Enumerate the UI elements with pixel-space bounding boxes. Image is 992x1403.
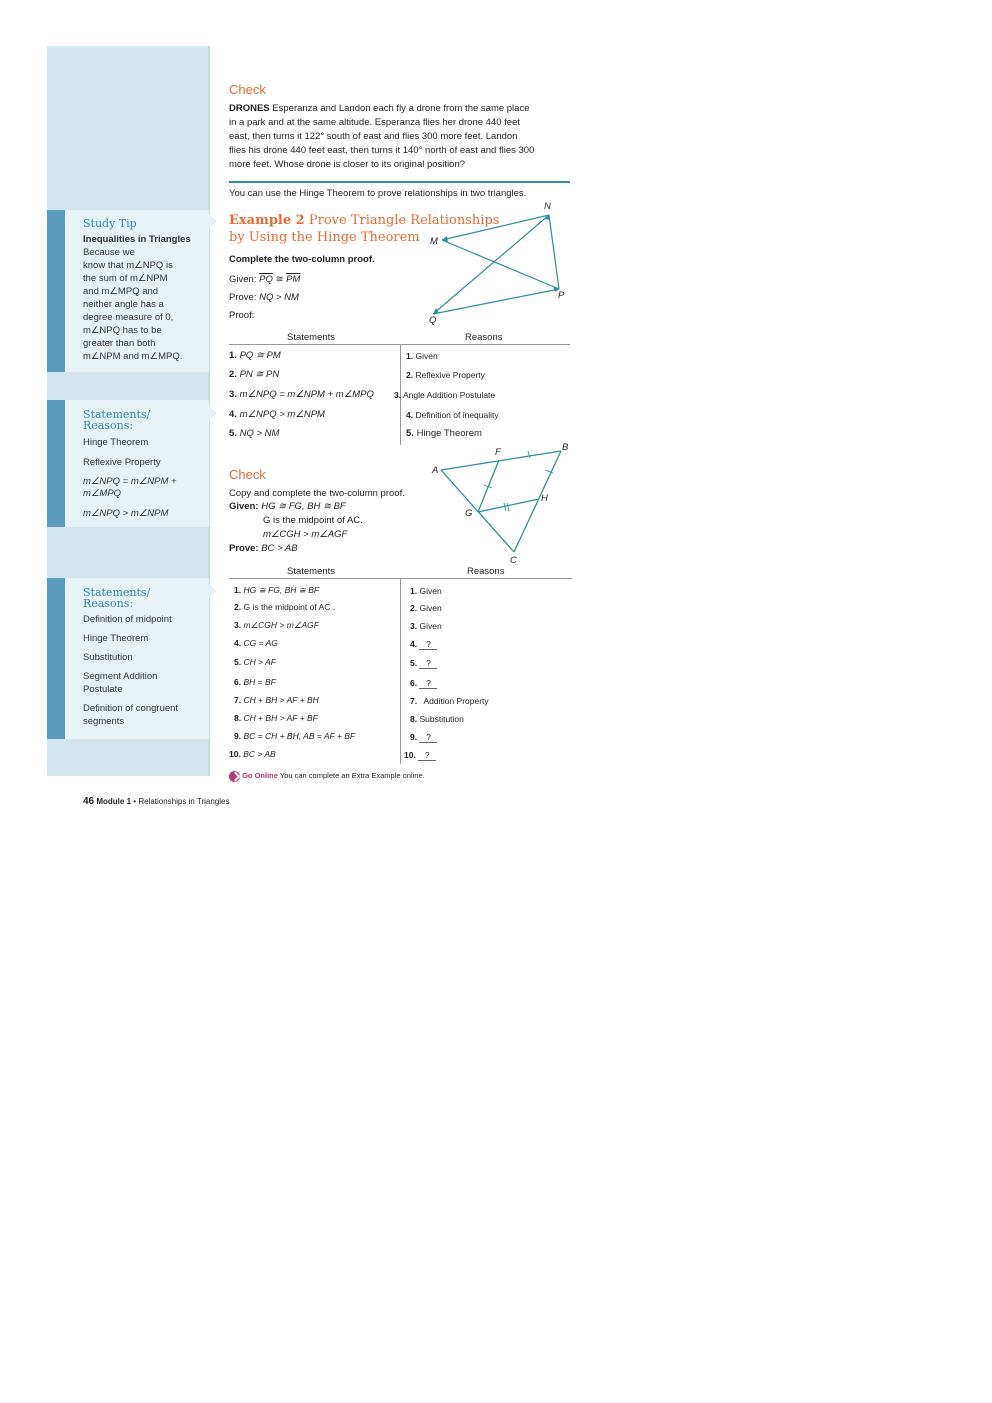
check-heading-2: Check: [229, 467, 266, 482]
check2-reason-3: 3. Given: [410, 621, 442, 631]
check2-col-statements: Statements: [287, 566, 336, 577]
check2-table-divider: [400, 579, 401, 764]
check2-instruction: Copy and complete the two-column proof.: [229, 488, 405, 499]
check2-reason-8: 8. Substitution: [410, 714, 464, 724]
check2-reason-4: 4. ?: [410, 639, 437, 650]
ex2-statement-2: 2. PN ≅ PN: [229, 369, 280, 380]
check2-reason-5: 5. ?: [410, 658, 437, 669]
ex2-statement-5: 5. NQ > NM: [229, 428, 280, 439]
example-2-title: Example 2 Prove Triangle Relationships: [229, 213, 500, 228]
label-p: P: [558, 290, 565, 301]
page-number: 46: [83, 796, 95, 807]
label-a: A: [432, 465, 439, 476]
label-q: Q: [429, 315, 437, 326]
check2-statement-9: 9. BC = CH + BH, AB = AF + BF: [234, 731, 356, 741]
label-g: G: [465, 508, 473, 519]
check2-col-reasons: Reasons: [467, 566, 505, 577]
check2-statement-4: 4. CG = AG: [234, 638, 278, 648]
check2-statement-5: 5. CH > AF: [234, 657, 276, 667]
check2-given: Given: HG ≅ FG, BH ≅ BF: [229, 501, 346, 512]
label-f: F: [495, 447, 501, 458]
label-h: H: [541, 493, 548, 504]
ex2-statement-1: 1. PQ ≅ PM: [229, 350, 281, 361]
go-online-link[interactable]: Go Online You can complete an Extra Example online.: [229, 769, 425, 782]
statements-reasons-box-2: Statements/ Reasons: Definition of midpoint Hinge Theorem Substitution Segment Addition Postulate Definition of congruent segments: [47, 578, 209, 739]
check2-given-line2: G is the midpoint of AC.: [263, 515, 363, 526]
ex2-reason-5: 5. Hinge Theorem: [406, 428, 482, 439]
check2-given-line3: m∠CGH > m∠AGF: [263, 529, 348, 540]
check2-reason-6: 6. ?: [410, 678, 437, 689]
check2-reason-7: 7. Addition Property: [410, 696, 489, 706]
ex2-statement-4: 4. m∠NPQ > m∠NPM: [229, 409, 325, 420]
check2-statement-8: 8. CH + BH > AF + BF: [234, 713, 318, 723]
ex2-statement-3: 3. m∠NPQ = m∠NPM + m∠MPQ: [229, 389, 374, 400]
study-tip-box: Study Tip Inequalities in Triangles Because we know that m∠NPQ is the sum of m∠NPM and m∠MPQ and neither angle has a degree measure of 0, m∠NPQ has to be greater than both m∠NPM and m∠MPQ.: [47, 210, 209, 372]
check2-statement-3: 3. m∠CGH > m∠AGF: [234, 620, 319, 630]
check2-reason-1: 1. Given: [410, 586, 442, 596]
check2-reason-2: 2. Given: [410, 603, 442, 613]
label-n: N: [544, 201, 551, 212]
label-m: M: [430, 236, 438, 247]
go-online-icon: [229, 771, 240, 782]
check2-statement-7: 7. CH + BH > AF + BH: [234, 695, 319, 705]
ex2-reason-3: 3. Angle Addition Postulate: [394, 390, 496, 400]
check-heading-1: Check: [229, 82, 266, 97]
check2-statement-2: 2. G is the midpoint of AC .: [234, 602, 336, 612]
check2-statement-1: 1. HG ≅ FG, BH ≅ BF: [234, 585, 320, 595]
study-tip-text: Inequalities in Triangles Because we: [83, 234, 191, 258]
label-c: C: [510, 555, 517, 566]
drones-problem: DRONES Esperanza and Landon each fly a drone from the same place in a park and at the same altitude. Esperanza flies her drone 440 feet east, then turns it 122° south of east and flies 300 more feet. Landon flies his drone 440 feet east, then turns it 140° north of east and flies 300 more feet. Whose drone is closer to its original position?: [229, 103, 535, 170]
example-2-given: Given: $\overline{PQ}$ ≅ $\overline{PM}$: [229, 274, 301, 285]
check2-statement-10: 10. BC > AB: [229, 749, 276, 759]
label-b: B: [562, 442, 569, 453]
ex2-reason-2: 2. Reflexive Property: [406, 370, 485, 380]
example-2-proof-label: Proof:: [229, 310, 255, 321]
ex2-col-statements: Statements: [287, 332, 336, 343]
ex2-reason-1: 1. Given: [406, 351, 438, 361]
ex2-col-reasons: Reasons: [465, 332, 503, 343]
check2-prove: Prove: BC > AB: [229, 543, 298, 554]
study-tip-title: Study Tip: [83, 217, 137, 230]
example-2-title-line2: by Using the Hinge Theorem: [229, 230, 420, 245]
statements-reasons-box-1: Statements/ Reasons: Hinge Theorem Reflexive Property m∠NPQ = m∠NPM + m∠MPQ m∠NPQ > m∠NPM: [47, 400, 209, 527]
example-2-instruction: Complete the two-column proof.: [229, 254, 375, 265]
page-footer: 46 Module 1 • Relationships in Triangles: [83, 796, 230, 807]
ex2-reason-4: 4. Definition of inequality: [406, 410, 499, 420]
example-2-prove: Prove: NQ > NM: [229, 292, 299, 303]
check2-reason-9: 9. ?: [410, 732, 437, 743]
check2-statement-6: 6. BH = BF: [234, 677, 276, 687]
check2-reason-10: 10. ?: [404, 750, 436, 761]
hinge-intro: You can use the Hinge Theorem to prove relationships in two triangles.: [229, 188, 527, 199]
